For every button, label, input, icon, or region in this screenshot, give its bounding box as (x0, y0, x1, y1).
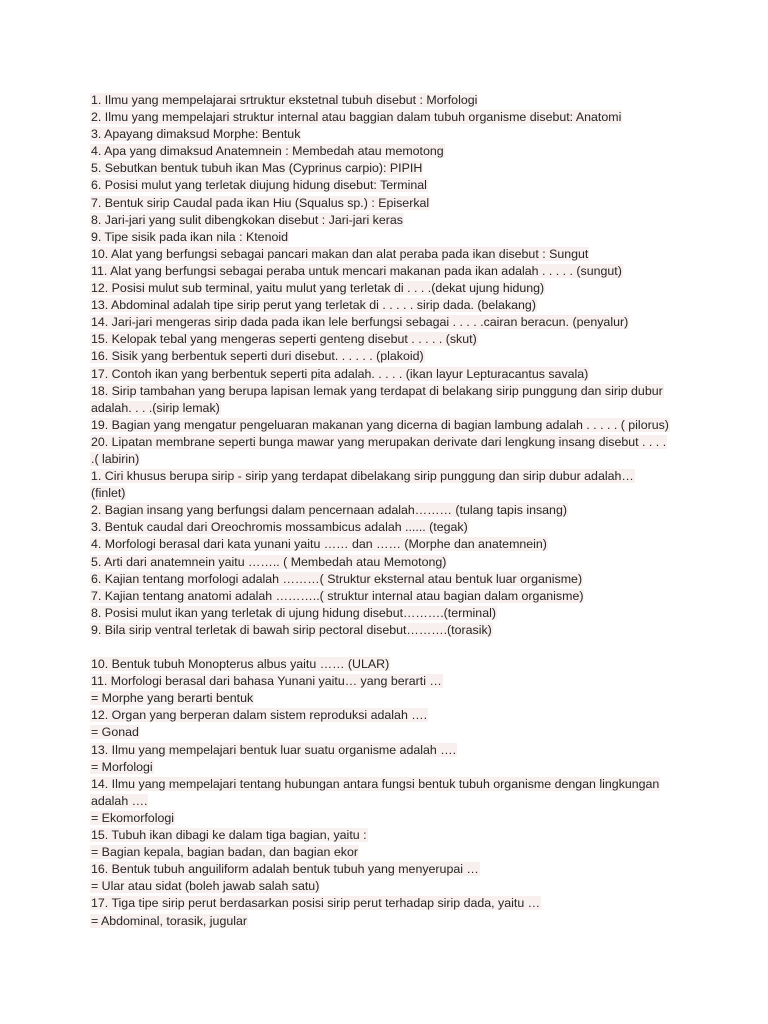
text-line-content: = Morphe yang berarti bentuk (91, 691, 254, 706)
text-line (90, 331, 712, 348)
text-line (90, 126, 712, 143)
text-line (90, 92, 712, 109)
text-line-content: adalah …. (91, 793, 148, 808)
text-line (90, 383, 712, 400)
text-line-content: (finlet) (91, 486, 126, 501)
text-line (90, 451, 712, 468)
text-line (90, 724, 712, 741)
text-line (90, 571, 712, 588)
text-line (90, 229, 712, 246)
text-line-content: 13. Ilmu yang mempelajari bentuk luar suatu organisme adalah …. (91, 742, 457, 757)
text-line-content: 5. Sebutkan bentuk tubuh ikan Mas (Cyprinus carpio): PIPIH (91, 161, 423, 176)
text-line-content: = Gonad (91, 725, 139, 740)
text-line (90, 742, 712, 759)
text-line-content: = Ular atau sidat (boleh jawab salah satu) (91, 879, 320, 894)
text-line-content: .( labirin) (91, 451, 140, 466)
text-line (90, 263, 712, 280)
text-line (90, 793, 712, 810)
text-line (90, 366, 712, 383)
text-line (90, 605, 712, 622)
text-line (90, 314, 712, 331)
text-line (90, 519, 712, 536)
text-line-content: 17. Tiga tipe sirip perut berdasarkan posisi sirip perut terhadap sirip dada, yaitu … (91, 896, 541, 911)
text-line-content: 12. Posisi mulut sub terminal, yaitu mulut yang terletak di . . . .(dekat ujung hidung) (91, 281, 545, 296)
text-line (90, 109, 712, 126)
text-line (90, 536, 712, 553)
text-line (90, 348, 712, 365)
document-text (90, 92, 712, 930)
text-line-content: 7. Bentuk sirip Caudal pada ikan Hiu (Squalus sp.) : Episerkal (91, 195, 430, 210)
text-line-content: 6. Posisi mulut yang terletak diujung hidung disebut: Terminal (91, 178, 427, 193)
text-line-content: 14. Jari-jari mengeras sirip dada pada ikan lele berfungsi sebagai . . . . .cairan beracun. (penyalur) (91, 315, 629, 330)
text-line (90, 759, 712, 776)
text-line (90, 400, 712, 417)
text-line-content: 4. Morfologi berasal dari kata yunani yaitu …… dan …… (Morphe dan anatemnein) (91, 537, 547, 552)
text-line-content: 15. Tubuh ikan dibagi ke dalam tiga bagian, yaitu : (91, 828, 367, 843)
text-line-content: 18. Sirip tambahan yang berupa lapisan lemak yang terdapat di belakang sirip punggung dan sirip dubur (91, 383, 663, 398)
text-line-content: 20. Lipatan membrane seperti bunga mawar yang merupakan derivate dari lengkung insang disebut . . . . (91, 434, 667, 449)
text-line (90, 468, 712, 485)
text-line (90, 280, 712, 297)
text-line (90, 878, 712, 895)
text-line (90, 485, 712, 502)
text-line (90, 895, 712, 912)
text-line (90, 554, 712, 571)
text-line-content: 9. Tipe sisik pada ikan nila : Ktenoid (91, 229, 288, 244)
text-line (90, 827, 712, 844)
blank-line (90, 639, 712, 656)
text-line-content: 7. Kajian tentang anatomi adalah ………..( struktur internal atau bagian dalam organisme) (91, 588, 584, 603)
text-line (90, 177, 712, 194)
text-line-content: 8. Jari-jari yang sulit dibengkokan disebut : Jari-jari keras (91, 212, 403, 227)
text-line-content: 13. Abdominal adalah tipe sirip perut yang terletak di . . . . . sirip dada. (belakang) (91, 298, 536, 313)
text-line-content: 14. Ilmu yang mempelajari tentang hubungan antara fungsi bentuk tubuh organisme dengan lingkungan (91, 776, 660, 791)
text-line (90, 434, 712, 451)
text-line (90, 707, 712, 724)
text-line (90, 622, 712, 639)
text-line-content: 16. Bentuk tubuh anguiliform adalah bentuk tubuh yang menyerupai … (91, 862, 479, 877)
text-line-content: 16. Sisik yang berbentuk seperti duri disebut. . . . . . (plakoid) (91, 349, 424, 364)
text-line-content: 11. Alat yang berfungsi sebagai peraba untuk mencari makanan pada ikan adalah . . . . . (sungut) (91, 263, 622, 278)
text-line-content: 1. Ciri khusus berupa sirip - sirip yang terdapat dibelakang sirip punggung dan sirip dubur adalah… (91, 469, 634, 484)
text-line (90, 160, 712, 177)
text-line-content: 2. Bagian insang yang berfungsi dalam pencernaan adalah……… (tulang tapis insang) (91, 503, 567, 518)
text-line (90, 143, 712, 160)
text-line-content: 3. Bentuk caudal dari Oreochromis mossambicus adalah ...... (tegak) (91, 520, 468, 535)
text-line (90, 246, 712, 263)
text-line (90, 656, 712, 673)
text-line (90, 810, 712, 827)
text-line-content: 5. Arti dari anatemnein yaitu …….. ( Membedah atau Memotong) (91, 554, 447, 569)
text-line (90, 297, 712, 314)
text-line (90, 913, 712, 930)
text-line (90, 673, 712, 690)
text-line (90, 588, 712, 605)
text-line-content: 2. Ilmu yang mempelajari struktur internal atau baggian dalam tubuh organisme disebut: Anatomi (91, 110, 622, 125)
text-line-content: 11. Morfologi berasal dari bahasa Yunani yaitu… yang berarti … (91, 674, 442, 689)
text-line (90, 861, 712, 878)
text-line-content: 12. Organ yang berperan dalam sistem reproduksi adalah …. (91, 708, 428, 723)
text-line (90, 195, 712, 212)
text-line-content: = Ekomorfologi (91, 810, 174, 825)
text-line-content: = Abdominal, torasik, jugular (91, 913, 248, 928)
text-line-content: = Morfologi (91, 759, 153, 774)
text-line-content: 1. Ilmu yang mempelajarai srtruktur ekstetnal tubuh disebut : Morfologi (91, 93, 478, 107)
text-line (90, 844, 712, 861)
text-line-content: 9. Bila sirip ventral terletak di bawah sirip pectoral disebut……….(torasik) (91, 622, 492, 637)
text-line-content: 15. Kelopak tebal yang mengeras seperti genteng disebut . . . . . (skut) (91, 332, 477, 347)
text-line (90, 417, 712, 434)
text-line-content: 6. Kajian tentang morfologi adalah ………( Struktur eksternal atau bentuk luar organisme) (91, 571, 583, 586)
text-line-content: 3. Apayang dimaksud Morphe: Bentuk (91, 127, 301, 142)
text-line-content: 4. Apa yang dimaksud Anatemnein : Membedah atau memotong (91, 144, 444, 159)
text-line-content: = Bagian kepala, bagian badan, dan bagian ekor (91, 845, 358, 860)
text-line-content: adalah. . . .(sirip lemak) (91, 400, 220, 415)
text-line-content: 10. Alat yang berfungsi sebagai pancari makan dan alat peraba pada ikan disebut : Sungut (91, 246, 589, 261)
text-line-content: 8. Posisi mulut ikan yang terletak di ujung hidung disebut……….(terminal) (91, 605, 496, 620)
text-line (90, 776, 712, 793)
text-line (90, 502, 712, 519)
text-line (90, 212, 712, 229)
text-line-content: 19. Bagian yang mengatur pengeluaran makanan yang dicerna di bagian lambung adalah . . . . . ( pilorus) (91, 417, 669, 432)
text-line (90, 690, 712, 707)
text-line-content: 10. Bentuk tubuh Monopterus albus yaitu …… (ULAR) (91, 657, 390, 672)
text-line-content: 17. Contoh ikan yang berbentuk seperti pita adalah. . . . . (ikan layur Lepturacantus savala) (91, 366, 589, 381)
